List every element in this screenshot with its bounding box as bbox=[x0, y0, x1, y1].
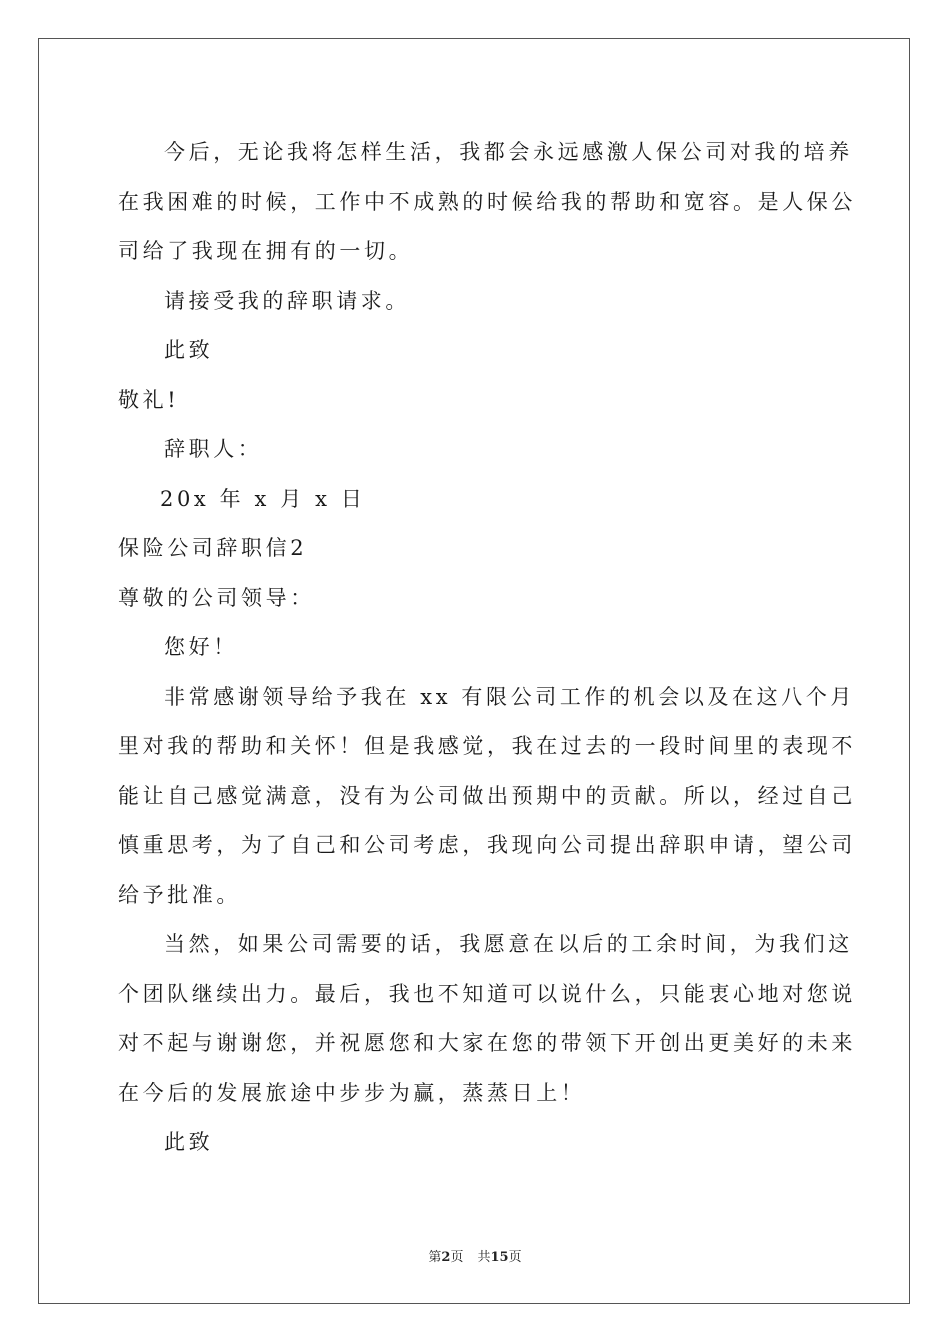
greeting-recipient: 尊敬的公司领导： bbox=[118, 585, 315, 610]
paragraph-line: 当然，如果公司需要的话，我愿意在以后的工余时间，为我们这 bbox=[164, 932, 853, 956]
paragraph-line: 今后，无论我将怎样生活，我都会永远感激人保公司对我的培养 bbox=[164, 140, 853, 164]
page-number: 2 bbox=[441, 1250, 451, 1265]
total-pages: 15 bbox=[490, 1250, 509, 1265]
closing-salutation: 此致 bbox=[164, 1130, 214, 1154]
total-suffix: 页 bbox=[508, 1250, 522, 1265]
paragraph-line: 慎重思考，为了自己和公司考虑，我现向公司提出辞职申请，望公司 bbox=[118, 833, 856, 857]
paragraph-line: 请接受我的辞职请求。 bbox=[164, 288, 410, 313]
paragraph-line: 非常感谢领导给予我在 xx 有限公司工作的机会以及在这八个月 bbox=[164, 684, 856, 709]
paragraph-line: 个团队继续出力。最后，我也不知道可以说什么，只能衷心地对您说 bbox=[118, 981, 856, 1006]
document-body bbox=[118, 128, 856, 1168]
paragraph-line: 能让自己感觉满意，没有为公司做出预期中的贡献。所以，经过自己 bbox=[118, 783, 856, 808]
closing-regards: 敬礼! bbox=[118, 387, 180, 412]
signature-label: 辞职人： bbox=[164, 437, 263, 461]
page-suffix: 页 bbox=[450, 1250, 464, 1265]
paragraph-line: 里对我的帮助和关怀！但是我感觉，我在过去的一段时间里的表现不 bbox=[118, 734, 856, 758]
signature-date: 20x 年 x 月 x 日 bbox=[160, 486, 366, 511]
page-footer bbox=[0, 1246, 950, 1265]
greeting: 您好！ bbox=[164, 635, 238, 659]
paragraph-line: 司给了我现在拥有的一切。 bbox=[118, 239, 414, 263]
section-title: 保险公司辞职信2 bbox=[118, 536, 308, 560]
closing-salutation: 此致 bbox=[164, 338, 214, 362]
paragraph-line: 在我困难的时候，工作中不成熟的时候给我的帮助和宽容。是人保公 bbox=[118, 189, 856, 214]
paragraph-line: 在今后的发展旅途中步步为赢，蒸蒸日上！ bbox=[118, 1080, 586, 1105]
paragraph-line: 给予批准。 bbox=[118, 882, 241, 907]
total-prefix: 共 bbox=[477, 1250, 491, 1265]
page-prefix: 第 bbox=[428, 1250, 442, 1265]
paragraph-line: 对不起与谢谢您，并祝愿您和大家在您的带领下开创出更美好的未来 bbox=[118, 1031, 856, 1055]
